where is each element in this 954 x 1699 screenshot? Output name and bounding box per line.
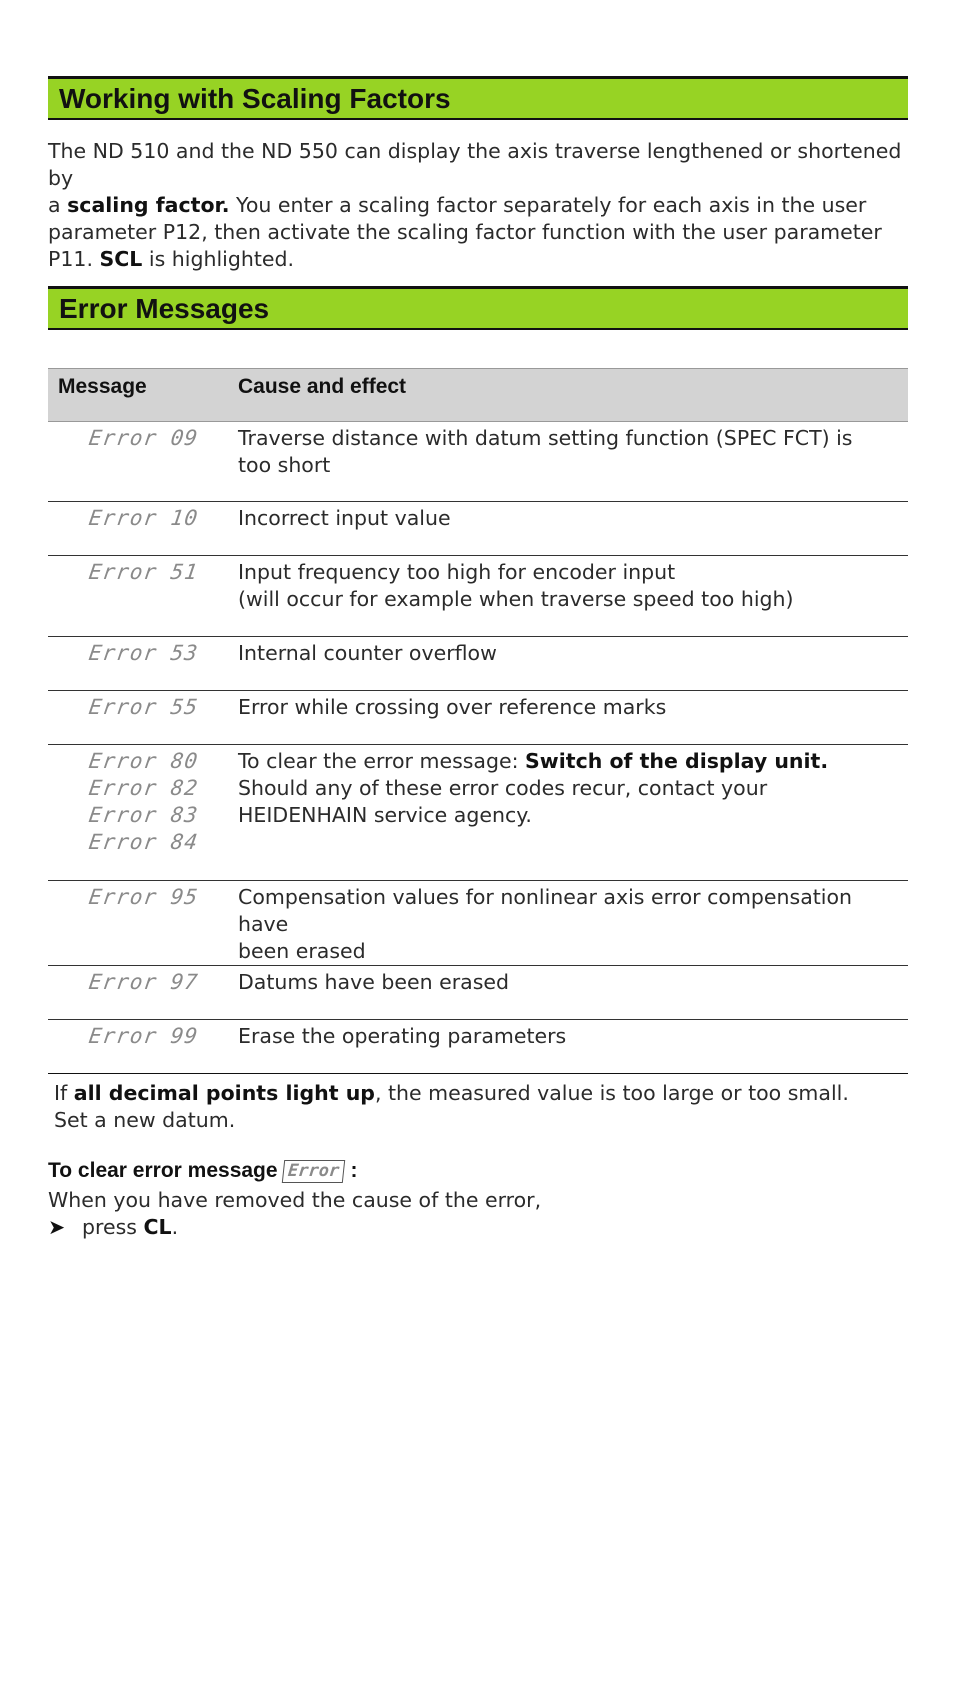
error-code-cell bbox=[48, 637, 227, 691]
cause-line: HEIDENHAIN service agency. bbox=[238, 803, 532, 827]
error-code-cell bbox=[48, 422, 227, 502]
error-code-cell bbox=[48, 966, 227, 1020]
table-row bbox=[48, 502, 908, 556]
text-run: P11. bbox=[48, 247, 100, 271]
text-run: is highlighted. bbox=[142, 247, 295, 271]
error-code-display: Error 82 bbox=[87, 776, 200, 800]
cause-cell bbox=[227, 691, 908, 745]
term-scl: SCL bbox=[99, 247, 143, 271]
error-code-display: Error 51 bbox=[87, 560, 200, 584]
paragraph-line: parameter P12, then activate the scaling factor function with the user parameter bbox=[48, 220, 882, 244]
cause-line: Datums have been erased bbox=[238, 970, 510, 994]
instruction-line: When you have removed the cause of the error, bbox=[48, 1188, 542, 1212]
error-code-cell bbox=[48, 502, 227, 556]
cause-cell bbox=[227, 422, 908, 502]
error-code-display: Error 99 bbox=[87, 1024, 200, 1048]
cause-line: Compensation values for nonlinear axis error compensation have bbox=[238, 885, 853, 936]
decimal-points-note bbox=[54, 1080, 920, 1134]
cause-line bbox=[238, 748, 902, 775]
scaling-factor-paragraph bbox=[48, 138, 914, 273]
text-run: . bbox=[171, 1215, 179, 1239]
text-run: You enter a scaling factor separately for each axis in the user bbox=[229, 193, 867, 217]
key-cl: CL bbox=[143, 1215, 172, 1239]
table-row bbox=[48, 966, 908, 1020]
clear-error-instructions bbox=[48, 1187, 914, 1241]
arrow-bullet-icon: ➤ bbox=[48, 1215, 66, 1239]
error-code-display: Error 09 bbox=[87, 426, 200, 450]
column-header-message: Message bbox=[48, 369, 227, 422]
text-run: To clear the error message: bbox=[238, 749, 526, 773]
cause-cell bbox=[227, 1020, 908, 1074]
cause-cell bbox=[227, 502, 908, 556]
error-code-cell bbox=[48, 691, 227, 745]
cause-line: Traverse distance with datum setting function (SPEC FCT) is bbox=[238, 426, 853, 450]
cause-line: been erased bbox=[238, 939, 366, 963]
table-row bbox=[48, 422, 908, 502]
error-code-display: Error 80 bbox=[87, 749, 200, 773]
table-row bbox=[48, 556, 908, 637]
error-code-cell bbox=[48, 745, 227, 881]
error-messages-table bbox=[48, 368, 908, 1074]
error-code-cell bbox=[48, 556, 227, 637]
cause-line: Incorrect input value bbox=[238, 506, 451, 530]
term-scaling-factor: scaling factor. bbox=[67, 193, 230, 217]
instruction-switch-off: Switch of the display unit. bbox=[525, 749, 829, 773]
error-code-display: Error 95 bbox=[87, 885, 200, 909]
paragraph-line: The ND 510 and the ND 550 can display the axis traverse lengthened or shortened by bbox=[48, 139, 902, 190]
note-line bbox=[54, 1080, 920, 1107]
clear-error-heading bbox=[48, 1157, 357, 1184]
table-row bbox=[48, 637, 908, 691]
table-header-row bbox=[48, 369, 908, 422]
error-code-display: Error 10 bbox=[87, 506, 200, 530]
cause-cell bbox=[227, 556, 908, 637]
error-code-cell bbox=[48, 1020, 227, 1074]
paragraph-line bbox=[48, 192, 914, 219]
cause-line: (will occur for example when traverse speed too high) bbox=[238, 587, 794, 611]
error-code-display: Error 55 bbox=[87, 695, 200, 719]
table-row bbox=[48, 1020, 908, 1074]
text-run: If bbox=[54, 1081, 74, 1105]
error-display-symbol: Error bbox=[282, 1160, 346, 1183]
cause-cell bbox=[227, 745, 908, 881]
cause-cell bbox=[227, 966, 908, 1020]
error-code-display: Error 97 bbox=[87, 970, 200, 994]
table-row bbox=[48, 691, 908, 745]
cause-line: Should any of these error codes recur, contact your bbox=[238, 776, 768, 800]
table-row bbox=[48, 745, 908, 881]
cause-line: Erase the operating parameters bbox=[238, 1024, 567, 1048]
cause-cell bbox=[227, 637, 908, 691]
column-header-cause: Cause and effect bbox=[227, 369, 908, 422]
text-run: press bbox=[82, 1215, 144, 1239]
error-code-cell bbox=[48, 881, 227, 966]
text-run: , the measured value is too large or too small. bbox=[374, 1081, 849, 1105]
instruction-step bbox=[48, 1214, 914, 1241]
note-line: Set a new datum. bbox=[54, 1108, 236, 1132]
section-title-scaling-factors: Working with Scaling Factors bbox=[48, 76, 908, 120]
section-title-error-messages: Error Messages bbox=[48, 286, 908, 330]
term-all-decimal-points: all decimal points light up bbox=[73, 1081, 375, 1105]
cause-cell bbox=[227, 881, 908, 966]
paragraph-line bbox=[48, 246, 914, 273]
cause-line: too short bbox=[238, 453, 331, 477]
cause-line: Internal counter overflow bbox=[238, 641, 497, 665]
heading-text: To clear error message bbox=[48, 1159, 278, 1182]
error-code-display: Error 83 bbox=[87, 803, 200, 827]
heading-colon: : bbox=[350, 1159, 358, 1182]
text-run: a bbox=[48, 193, 68, 217]
table-row bbox=[48, 881, 908, 966]
cause-line: Error while crossing over reference marks bbox=[238, 695, 667, 719]
error-code-display: Error 84 bbox=[87, 830, 200, 854]
error-code-display: Error 53 bbox=[87, 641, 200, 665]
cause-line: Input frequency too high for encoder input bbox=[238, 560, 676, 584]
